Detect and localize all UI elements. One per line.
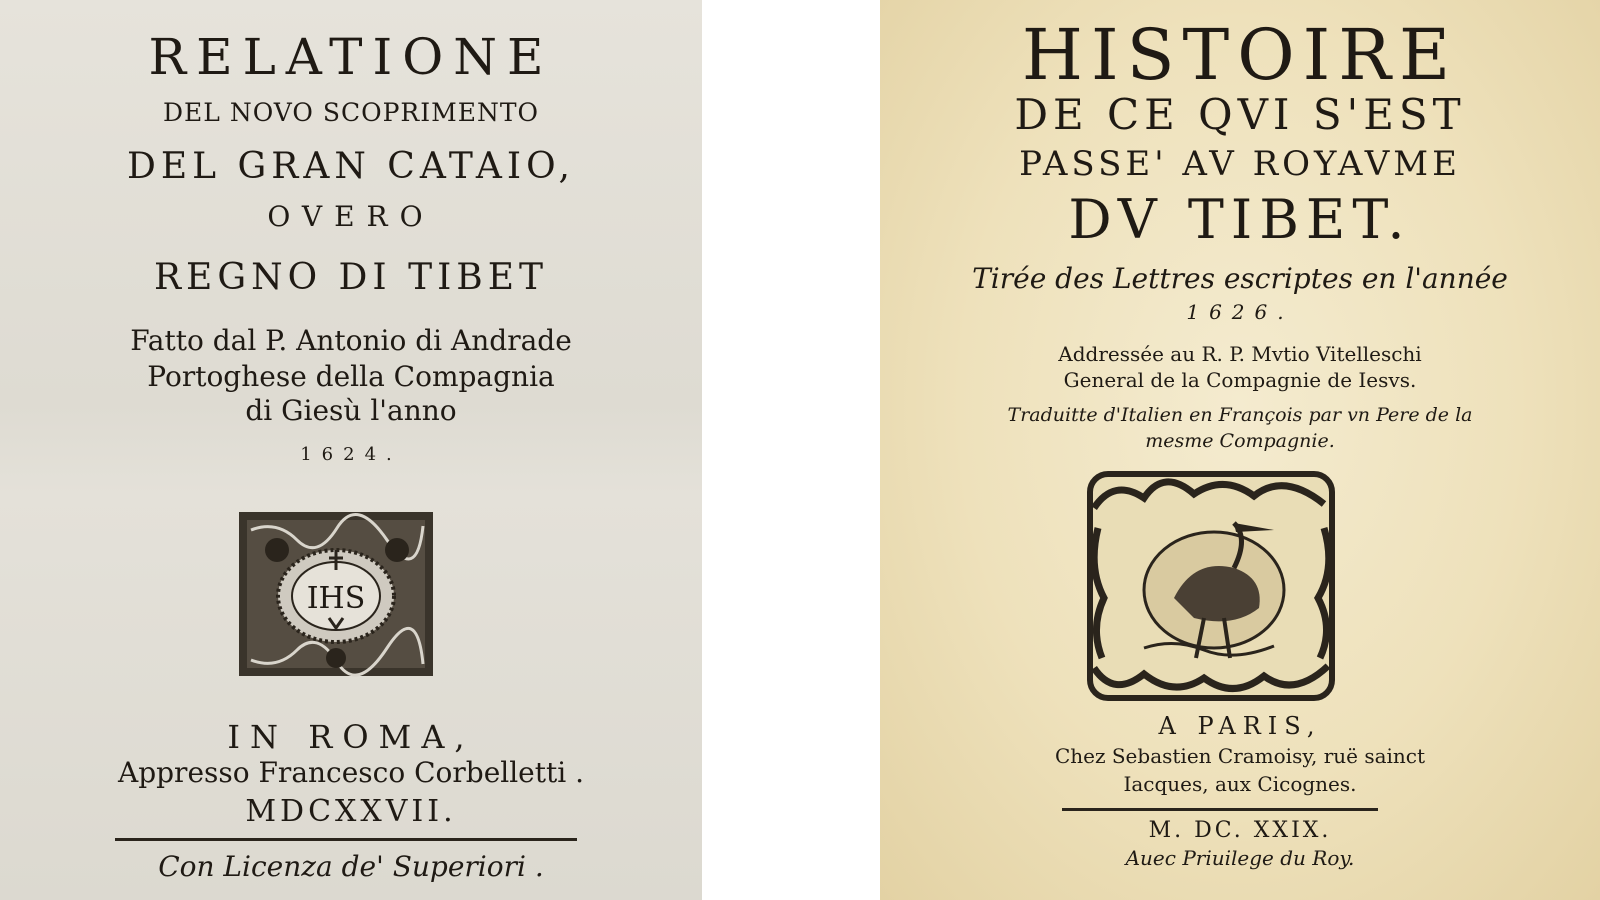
imprint-publisher-line-2: Iacques, aux Cicognes. — [1123, 772, 1357, 796]
source-year: 1626. — [1186, 300, 1294, 324]
subtitle-line-2: PASSE' AV ROYAVME — [1019, 144, 1461, 184]
translation-line-2: mesme Compagnie. — [1145, 430, 1335, 452]
license-line: Con Licenza de' Superiori . — [158, 850, 544, 883]
address-line-1: Addressée au R. P. Mvtio Vitelleschi — [1058, 342, 1422, 366]
emblem-text: IHS — [306, 581, 366, 616]
imprint-place: A PARIS, — [1158, 712, 1322, 740]
subtitle-line-1: DEL NOVO SCOPRIMENTO — [163, 98, 539, 127]
subtitle-line-3: OVERO — [267, 200, 435, 233]
divider-rule — [1062, 808, 1378, 811]
imprint-publisher-line-1: Chez Sebastien Cramoisy, ruë sainct — [1054, 744, 1426, 768]
translation-line-1: Traduitte d'Italien en François par vn Pere de la — [1007, 404, 1473, 426]
title: RELATIONE — [148, 28, 554, 86]
ihs-emblem-icon — [237, 510, 435, 678]
imprint-date: MDCXXVII. — [245, 794, 457, 829]
subtitle-line-4: REGNO DI TIBET — [153, 257, 549, 298]
title: HISTOIRE — [1021, 14, 1459, 96]
subtitle-line-2: DEL GRAN CATAIO, — [127, 146, 575, 187]
divider-rule — [115, 838, 577, 841]
author-line-1: Fatto dal P. Antonio di Andrade — [130, 324, 572, 357]
subtitle-line-3: DV TIBET. — [1068, 188, 1412, 251]
stork-emblem-icon — [1084, 468, 1338, 704]
author-line-2: Portoghese della Compagnia — [147, 360, 555, 393]
imprint-place: IN ROMA, — [227, 718, 475, 756]
address-line-2: General de la Compagnie de Iesvs. — [1063, 368, 1417, 392]
author-line-3: di Giesù l'anno — [245, 394, 457, 427]
year: 1624. — [300, 444, 402, 465]
imprint-date: M. DC. XXIX. — [1148, 818, 1332, 843]
subtitle-line-1: DE CE QVI S'EST — [1014, 90, 1466, 139]
privilege-line: Auec Priuilege du Roy. — [1125, 846, 1355, 870]
imprint-publisher: Appresso Francesco Corbelletti . — [117, 756, 585, 789]
source-line-1: Tirée des Lettres escriptes en l'année — [972, 262, 1508, 295]
title-page-french — [880, 0, 1600, 900]
title-page-italian — [0, 0, 702, 900]
